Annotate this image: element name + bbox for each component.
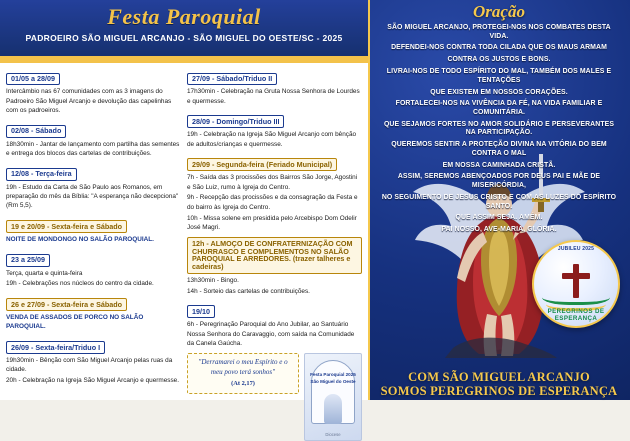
event-line: Terça, quarta e quinta-feira	[6, 269, 83, 277]
prayer-line: CONTRA OS JUSTOS E BONS.	[447, 56, 551, 64]
schedule-item	[6, 249, 181, 288]
footer-line-2: SOMOS PEREGRINOS DE ESPERANÇA	[380, 384, 618, 398]
event-details	[6, 183, 181, 211]
event-line: 13h30min - Bingo.	[187, 276, 239, 284]
event-date: 27/09 - Sábado/Triduo II	[187, 73, 277, 86]
event-details	[6, 269, 181, 289]
page-subtitle: PADROEIRO SÃO MIGUEL ARCANJO - SÃO MIGUEL DO OESTE/SC - 2025	[25, 33, 343, 43]
jubilee-logo	[532, 240, 620, 328]
prayer-panel	[368, 0, 630, 400]
poster-header	[0, 0, 368, 56]
jubilee-logo-year: JUBILEU 2025	[557, 246, 595, 252]
schedule-item	[6, 68, 181, 115]
schedule-item	[6, 216, 181, 245]
prayer-line: EM NOSSA CAMINHADA CRISTÃ.	[442, 161, 556, 169]
header-gold-band	[0, 56, 368, 63]
column-divider	[368, 0, 370, 400]
event-line: 19h - Celebrações nos núcleos do centro da cidade.	[6, 280, 154, 288]
prayer-line: LIVRAI-NOS DE TODO ESPÍRITO DO MAL, TAMBÉM DOS MALES E TENTAÇÕES	[386, 68, 612, 84]
event-date: 19 e 20/09 - Sexta-feira e Sábado	[6, 220, 127, 233]
event-date: 12h - ALMOÇO DE CONFRATERNIZAÇÃO COM CHURRASCO E COMPLEMENTOS NO SALÃO PAROQUIAL E ARREDORES. (trazer talheres e cadeiras)	[187, 237, 362, 274]
schedule-item	[187, 111, 362, 149]
event-date: 28/09 - Domingo/Triduo III	[187, 115, 284, 128]
event-details	[187, 87, 362, 106]
event-date: 01/05 a 28/09	[6, 73, 60, 86]
footer-line-1: COM SÃO MIGUEL ARCANJO	[408, 370, 590, 384]
banner-line-1: Festa Paroquial 2025	[310, 372, 356, 378]
event-line: 19h - Estudo da Carta de São Paulo aos Romanos, em preparação do mês da Bíblia: "A esperança não decepciona" (Rm 5,5).	[6, 183, 179, 210]
prayer-line: QUE SEJAMOS FORTES NO AMOR SOLIDÁRIO E PERSEVERANTES NA PARTICIPAÇÃO.	[383, 120, 615, 137]
jubilee-logo-motto: PEREGRINOS DE ESPERANÇA	[547, 308, 605, 322]
event-details	[6, 313, 181, 332]
event-details	[6, 140, 181, 159]
quote-reference: (At 2,17)	[231, 379, 255, 387]
event-details	[187, 320, 362, 348]
scripture-quote	[187, 353, 299, 394]
event-date: 19/10	[187, 305, 215, 318]
prayer-line: QUE ASSIM SEJA. AMÉM.	[455, 214, 543, 222]
event-details	[187, 276, 362, 296]
event-line: 14h - Sorteio das cartelas de contribuições.	[187, 287, 310, 295]
event-details	[6, 87, 181, 115]
schedule-item	[187, 237, 362, 296]
banner-figure	[324, 394, 342, 424]
event-line: 18h30min - Jantar de lançamento com partilha das sementes e entrega dos blocos das cartelas de contribuições.	[6, 140, 180, 157]
prayer-line: NO SEGUIMENTO DE JESUS CRISTO E COM AS LUZES DO ESPÍRITO SANTO.	[381, 193, 617, 210]
schedule-item	[187, 154, 362, 232]
festival-banner-image	[304, 353, 362, 441]
event-line: VENDA DE ASSADOS DE PORCO NO SALÃO PAROQUIAL.	[6, 314, 144, 331]
event-line: 17h30min - Celebração na Gruta Nossa Senhora de Lourdes e quermesse.	[187, 88, 360, 105]
event-line: NOITE DE MONDONGO NO SALÃO PAROQUIAL.	[6, 235, 154, 243]
event-line: 20h - Celebração na Igreja São Miguel Arcanjo e quermesse.	[6, 377, 180, 385]
quote-section	[187, 353, 362, 441]
poster-footer	[368, 370, 630, 398]
schedule-item	[6, 337, 181, 386]
event-details	[187, 173, 362, 232]
event-details	[187, 130, 362, 149]
banner-line-2: São Miguel do Oeste	[310, 378, 356, 384]
prayer-line: FORTALECEI-NOS NA VIVÊNCIA DA FÉ, NA VIDA FAMILIAR E COMUNITÁRIA.	[395, 100, 603, 116]
event-date: 12/08 - Terça-feira	[6, 168, 77, 181]
schedule-columns	[0, 63, 368, 438]
event-line: 19h30min - Bênção com São Miguel Arcanjo pelas ruas da cidade.	[6, 357, 173, 374]
prayer-line: DEFENDEI-NOS CONTRA TODA CILADA QUE OS MAUS ARMAM	[391, 44, 607, 52]
prayer-text	[368, 22, 630, 235]
event-line: Intercâmbio nas 67 comunidades com as 3 imagens do Padroeiro São Miguel Arcanjo e devolução das capelinhas com os padroeiros.	[6, 88, 172, 114]
schedule-item	[6, 163, 181, 210]
schedule-column-left	[6, 68, 181, 400]
prayer-line: QUE EXISTEM EM NOSSOS CORAÇÕES.	[430, 88, 568, 96]
event-line: 10h - Missa solene em presidida pelo Arcebispo Dom Odelir José Magri.	[187, 214, 357, 231]
prayer-line: ASSIM, SEREMOS ABENÇOADOS POR DEUS PAI E MÃE DE MISERICÓRDIA,	[397, 173, 601, 190]
prayer-line: QUEREMOS SENTIR A PROTEÇÃO DIVINA NA VITÓRIA DO BEM CONTRA O MAL	[391, 141, 607, 157]
event-line: 6h - Peregrinação Paroquial do Ano Jubilar, ao Santuário Nossa Senhora do Caravaggio, com saída na Comunidade da Canela Gaúcha.	[187, 321, 355, 347]
event-details	[6, 235, 181, 244]
event-date: 26/09 - Sexta-feira/Triduo I	[6, 341, 105, 354]
prayer-title: Oração	[473, 2, 525, 21]
prayer-line: SÃO MIGUEL ARCANJO, PROTEGEI-NOS NOS COMBATES DESTA VIDA.	[387, 24, 611, 40]
event-line: 19h - Celebração na Igreja São Miguel Arcanjo com bênção de adultos/crianças e quermesse.	[187, 131, 357, 148]
event-date: 26 e 27/09 - Sexta-feira e Sábado	[6, 298, 127, 311]
event-details	[6, 356, 181, 385]
page-title: Festa Paroquial	[107, 4, 261, 29]
event-line: 9h - Recepção das procissões e da consagração da Festa e do bairro às Igreja do Centro.	[187, 194, 358, 211]
event-date: 29/09 - Segunda-feira (Feriado Municipal)	[187, 158, 337, 171]
event-date: 02/08 - Sábado	[6, 125, 66, 138]
event-line: 7h - Saída das 3 procissões dos Bairros São Jorge, Agostini e São Luiz, rumo à Igreja do Centro.	[187, 174, 358, 191]
schedule-item	[187, 301, 362, 348]
quote-text: "Derramarei o meu Espírito e o meu povo terá sonhos"	[198, 358, 288, 376]
banner-footer: Diocese	[325, 432, 341, 438]
prayer-line: PAI NOSSO, AVE-MARIA, GLÓRIA.	[441, 226, 557, 234]
schedule-item	[6, 120, 181, 158]
schedule-column-right	[187, 68, 362, 438]
schedule-item	[6, 294, 181, 332]
schedule-item	[187, 68, 362, 106]
event-date: 23 a 25/09	[6, 254, 50, 267]
banner-text	[305, 372, 361, 386]
